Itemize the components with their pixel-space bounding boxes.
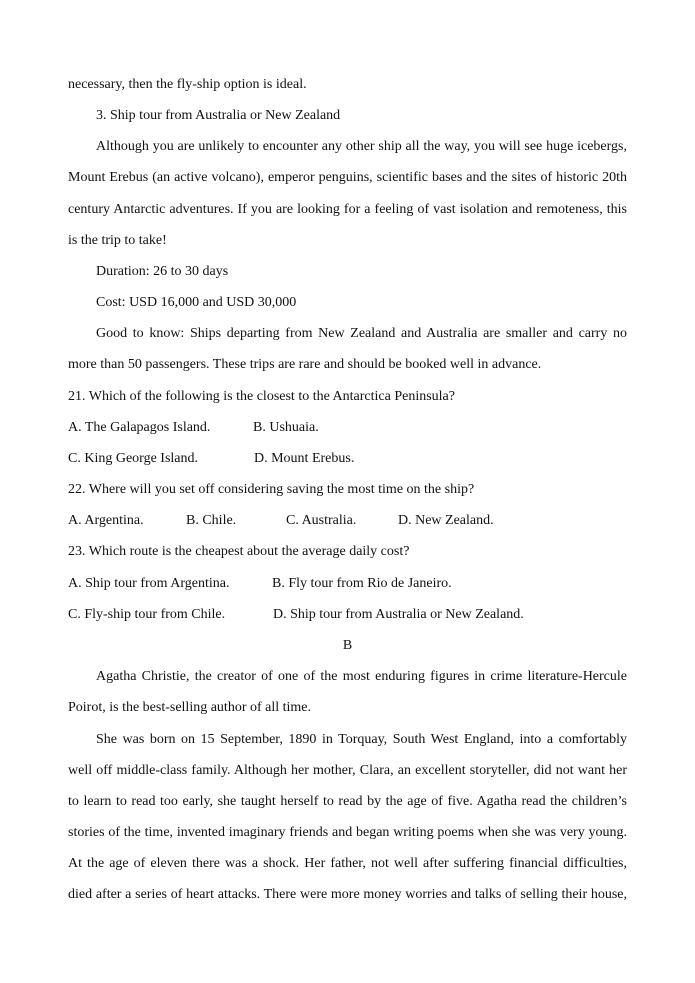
option3-line: is the trip to take! [68, 233, 167, 248]
section-b-paragraph-line: to learn to read too early, she taught herself to read by the age of five. Agatha read the children’s [68, 794, 627, 809]
question-21-stem: 21. Which of the following is the closest to the Antarctica Peninsula? [68, 389, 455, 404]
section-b-paragraph-line: She was born on 15 September, 1890 in Torquay, South West England, into a comfortably [96, 732, 627, 747]
question-22-option-c: C. Australia. [286, 513, 357, 528]
option3-cost: Cost: USD 16,000 and USD 30,000 [96, 295, 297, 310]
question-23-option-c: C. Fly-ship tour from Chile. [68, 607, 226, 622]
section-b-label: B [342, 638, 353, 653]
question-22-option-a: A. Argentina. [68, 513, 144, 528]
question-22-stem: 22. Where will you set off considering saving the most time on the ship? [68, 482, 475, 497]
option3-duration: Duration: 26 to 30 days [96, 264, 229, 279]
question-23-option-b: B. Fly tour from Rio de Janeiro. [272, 576, 452, 591]
question-21-option-a: A. The Galapagos Island. [68, 420, 211, 435]
section-b-paragraph-line: Agatha Christie, the creator of one of the most enduring figures in crime literature-Hercule [96, 669, 627, 684]
question-22-option-b: B. Chile. [186, 513, 237, 528]
section-b-paragraph-line: At the age of eleven there was a shock. Her father, not well after suffering financial difficulties, [68, 856, 627, 871]
good-to-know-line: more than 50 passengers. These trips are rare and should be booked well in advance. [68, 357, 542, 372]
intro-tail: necessary, then the fly-ship option is ideal. [68, 77, 307, 92]
section-b-paragraph-line: Poirot, is the best-selling author of all time. [68, 700, 312, 715]
section-b-paragraph-line: died after a series of heart attacks. There were more money worries and talks of selling their house, [68, 887, 627, 902]
question-21-option-d: D. Mount Erebus. [254, 451, 355, 466]
section-b-paragraph-line: stories of the time, invented imaginary friends and began writing poems when she was very young. [68, 825, 627, 840]
question-23-option-d: D. Ship tour from Australia or New Zealand. [273, 607, 524, 622]
option3-heading: 3. Ship tour from Australia or New Zealand [96, 108, 341, 123]
good-to-know-line: Good to know: Ships departing from New Zealand and Australia are smaller and carry no [96, 326, 627, 341]
option3-line: Mount Erebus (an active volcano), emperor penguins, scientific bases and the sites of historic 20th [68, 170, 627, 185]
option3-line: Although you are unlikely to encounter any other ship all the way, you will see huge icebergs, [96, 139, 627, 154]
section-b-paragraph-line: well off middle-class family. Although her mother, Clara, an excellent storyteller, did not want her [68, 763, 627, 778]
question-21-option-c: C. King George Island. [68, 451, 198, 466]
question-23-option-a: A. Ship tour from Argentina. [68, 576, 230, 591]
option3-line: century Antarctic adventures. If you are looking for a feeling of vast isolation and remoteness, this [68, 202, 627, 217]
question-21-option-b: B. Ushuaia. [253, 420, 319, 435]
question-23-stem: 23. Which route is the cheapest about the average daily cost? [68, 544, 410, 559]
question-22-option-d: D. New Zealand. [398, 513, 494, 528]
